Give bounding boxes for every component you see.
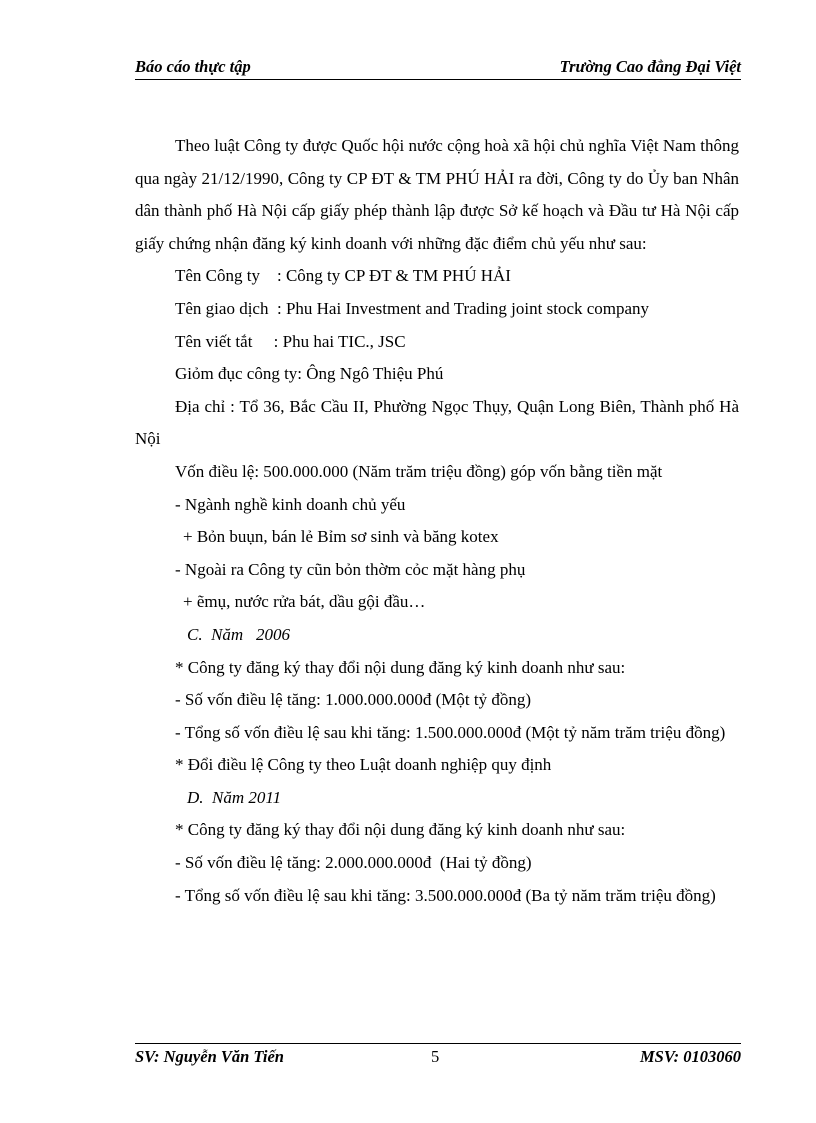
intro-paragraph: Theo luật Công ty được Quốc hội nước cộng hoà xã hội chủ nghĩa Việt Nam thông qua ngày 21/12/1990, Công ty CP ĐT & TM PHÚ HẢI ra đời, Công ty do Ủy ban Nhân dân thành phố Hà Nội cấp giấy phép thành lập được Sở kế hoạch và Đầu tư Hà Nội cấp giấy chứng nhận đăng ký kinh doanh với những đặc điểm chủ yếu như sau:	[135, 136, 739, 253]
page-body	[135, 130, 739, 912]
section-c-heading: C. Năm 2006	[187, 624, 290, 644]
abbreviation-line: Tên viết tắt : Phu hai TIC., JSC	[175, 331, 406, 351]
page-footer	[135, 1043, 741, 1067]
address-paragraph: Địa chỉ : Tổ 36, Bắc Cầu II, Phường Ngọc Thụy, Quận Long Biên, Thành phố Hà Nội	[135, 396, 739, 449]
footer-rule	[135, 1043, 741, 1044]
page-header	[135, 57, 741, 81]
footer-student-id: MSV: 0103060	[640, 1047, 741, 1066]
section-c-increase: - Số vốn điều lệ tăng: 1.000.000.000đ (Một tỷ đồng)	[175, 690, 532, 710]
footer-page-number: 5	[431, 1047, 440, 1066]
section-d-total: - Tổng số vốn điều lệ sau khi tăng: 3.500.000.000đ (Ba tỷ năm trăm triệu đồng)	[175, 885, 716, 905]
section-d-change: * Công ty đăng ký thay đổi nội dung đăng ký kinh doanh như sau:	[175, 820, 626, 840]
header-rule	[135, 79, 741, 80]
company-name-line: Tên Công ty : Công ty CP ĐT & TM PHÚ HẢI	[175, 266, 511, 286]
capital-line: Vốn điều lệ: 500.000.000 (Năm trăm triệu đồng) góp vốn bằng tiền mặt	[175, 461, 663, 481]
trade-name-line: Tên giao dịch : Phu Hai Investment and Trading joint stock company	[175, 298, 650, 318]
other-business-item: + ẽmụ, nước rửa bát, dầu gội đầu…	[183, 592, 426, 612]
main-business-item: + Bỏn buụn, bán lẻ Bỉm sơ sinh và băng kotex	[183, 527, 499, 547]
header-report-title: Báo cáo thực tập	[135, 57, 251, 76]
section-c-charter: * Đổi điều lệ Công ty theo Luật doanh nghiệp quy định	[175, 755, 552, 775]
other-business-line: - Ngoài ra Công ty cũn bỏn thờm cỏc mặt hàng phụ	[175, 559, 526, 579]
section-d-heading: D. Năm 2011	[187, 787, 282, 807]
header-school-name: Trường Cao đẳng Đại Việt	[559, 57, 741, 76]
main-business-line: - Ngành nghề kinh doanh chủ yếu	[175, 494, 406, 514]
section-d-increase: - Số vốn điều lệ tăng: 2.000.000.000đ (Hai tỷ đồng)	[175, 853, 532, 873]
section-c-change: * Công ty đăng ký thay đổi nội dung đăng ký kinh doanh như sau:	[175, 657, 626, 677]
footer-student-name: SV: Nguyễn Văn Tiến	[135, 1047, 284, 1066]
director-line: Giỏm đục công ty: Ông Ngô Thiệu Phú	[175, 364, 444, 384]
section-c-total: - Tổng số vốn điều lệ sau khi tăng: 1.500.000.000đ (Một tỷ năm trăm triệu đồng)	[175, 722, 726, 742]
